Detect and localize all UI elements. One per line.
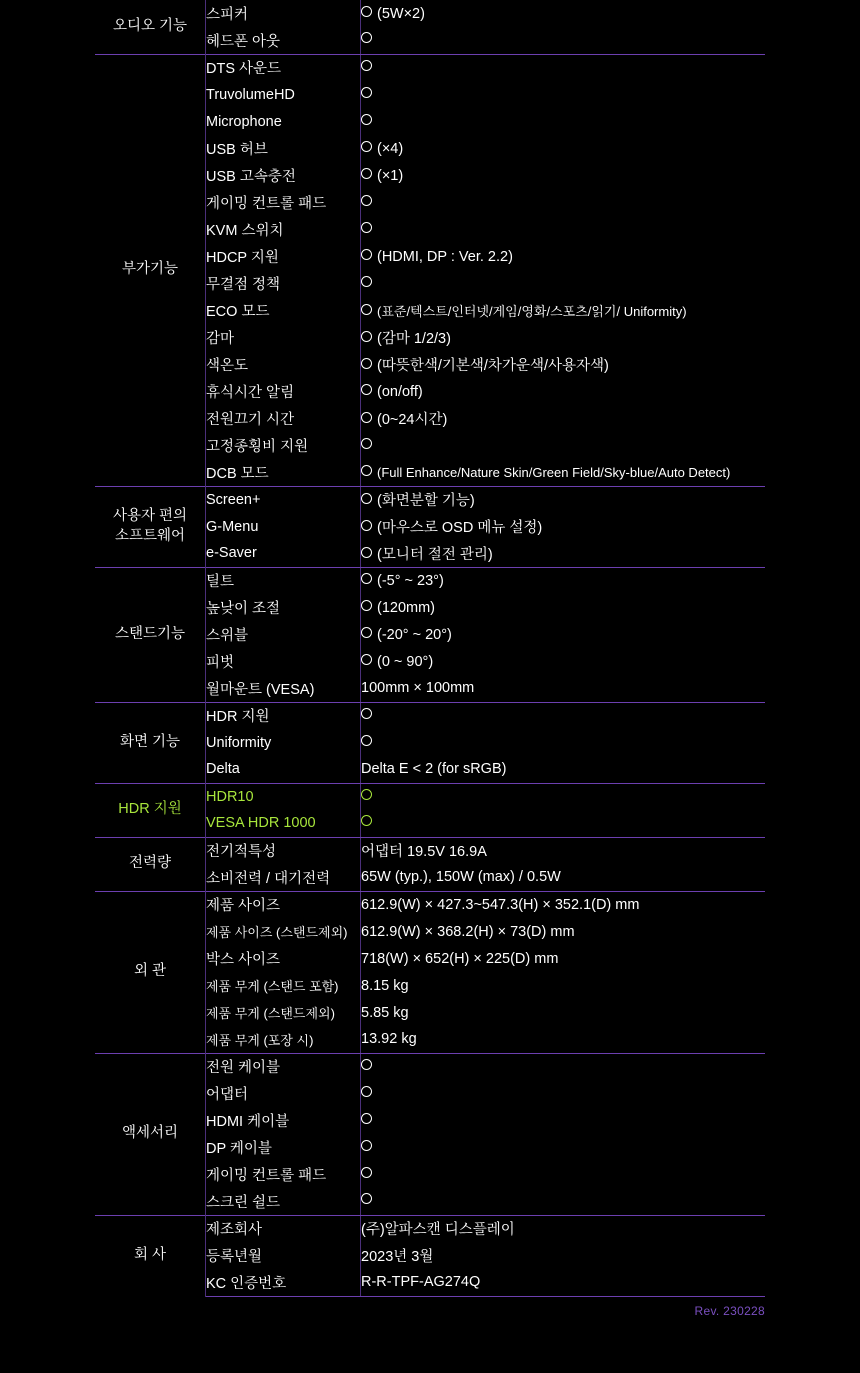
item-label: G-Menu	[206, 513, 361, 540]
table-row	[95, 486, 765, 513]
item-label: 헤드폰 아웃	[206, 27, 361, 54]
category-cell: 화면 기능	[95, 702, 206, 783]
supported-circle-icon	[361, 520, 372, 531]
value-text: (HDMI, DP : Ver. 2.2)	[377, 248, 513, 265]
value-text: 어댑터 19.5V 16.9A	[361, 844, 487, 861]
value-cell	[361, 567, 766, 594]
value-cell	[361, 27, 766, 54]
specification-table	[95, 0, 765, 1297]
value-cell	[361, 1107, 766, 1134]
value-text: (120mm)	[377, 599, 436, 616]
item-label: 월마운트 (VESA)	[206, 675, 361, 702]
item-label: DTS 사운드	[206, 54, 361, 81]
value-text: 13.92 kg	[361, 1031, 417, 1048]
value-cell	[361, 1188, 766, 1215]
table-row	[95, 567, 765, 594]
supported-circle-icon	[361, 222, 372, 233]
item-label: 감마	[206, 324, 361, 351]
supported-circle-icon	[361, 141, 372, 152]
item-label: 제품 사이즈 (스탠드제외)	[206, 918, 361, 945]
supported-circle-icon	[361, 1193, 372, 1204]
value-cell	[361, 837, 766, 864]
supported-circle-icon	[361, 412, 372, 423]
value-cell	[361, 621, 766, 648]
item-label: 박스 사이즈	[206, 945, 361, 972]
item-label: HDR 지원	[206, 702, 361, 729]
item-label: HDCP 지원	[206, 243, 361, 270]
supported-circle-icon	[361, 6, 372, 17]
value-text: (-5° ~ 23°)	[377, 572, 444, 589]
value-text: 612.9(W) × 368.2(H) × 73(D) mm	[361, 923, 575, 940]
value-cell	[361, 486, 766, 513]
value-text: (따뜻한색/기본색/차가운색/사용자색)	[377, 358, 609, 374]
value-cell	[361, 1080, 766, 1107]
supported-circle-icon	[361, 1140, 372, 1151]
value-text: (주)알파스캔 디스플레이	[361, 1222, 515, 1239]
value-text: (마우스로 OSD 메뉴 설정)	[377, 520, 543, 536]
supported-circle-icon	[361, 331, 372, 342]
item-label: 휴식시간 알림	[206, 378, 361, 405]
value-cell	[361, 540, 766, 567]
category-cell: 스탠드기능	[95, 567, 206, 702]
supported-circle-icon	[361, 276, 372, 287]
item-label: 제조회사	[206, 1215, 361, 1242]
value-text: (-20° ~ 20°)	[377, 626, 452, 643]
item-label: 제품 무게 (스탠드제외)	[206, 999, 361, 1026]
item-label: 색온도	[206, 351, 361, 378]
item-label: 스피커	[206, 0, 361, 27]
item-label: HDMI 케이블	[206, 1107, 361, 1134]
value-text: 5.85 kg	[361, 1004, 409, 1021]
value-cell	[361, 351, 766, 378]
value-cell	[361, 1269, 766, 1296]
supported-circle-icon	[361, 358, 372, 369]
value-text: (감마 1/2/3)	[377, 331, 451, 347]
value-cell	[361, 729, 766, 756]
table-row	[95, 1053, 765, 1080]
value-cell	[361, 864, 766, 891]
supported-circle-icon	[361, 815, 372, 826]
value-cell	[361, 594, 766, 621]
value-cell	[361, 405, 766, 432]
spec-table-body	[95, 0, 765, 1296]
table-row	[95, 891, 765, 918]
value-text: (0~24시간)	[377, 412, 448, 428]
category-cell: 액세서리	[95, 1053, 206, 1215]
supported-circle-icon	[361, 32, 372, 43]
category-cell: 사용자 편의 소프트웨어	[95, 486, 206, 567]
supported-circle-icon	[361, 493, 372, 504]
item-label: Delta	[206, 756, 361, 783]
table-row	[95, 1215, 765, 1242]
item-label: 고정종횡비 지원	[206, 432, 361, 459]
table-row	[95, 0, 765, 27]
value-cell	[361, 243, 766, 270]
category-cell: 전력량	[95, 837, 206, 891]
item-label: TruvolumeHD	[206, 81, 361, 108]
supported-circle-icon	[361, 249, 372, 260]
value-cell	[361, 0, 766, 27]
value-cell	[361, 189, 766, 216]
value-cell	[361, 162, 766, 189]
value-text: (화면분할 기능)	[377, 493, 475, 510]
item-label: ECO 모드	[206, 297, 361, 324]
supported-circle-icon	[361, 1086, 372, 1097]
value-text: (5W×2)	[377, 5, 425, 22]
value-text: 100mm × 100mm	[361, 680, 475, 697]
value-text: (0 ~ 90°)	[377, 653, 434, 670]
item-label: 등록년월	[206, 1242, 361, 1269]
item-label: Screen+	[206, 486, 361, 513]
supported-circle-icon	[361, 573, 372, 584]
value-text: 8.15 kg	[361, 977, 409, 994]
supported-circle-icon	[361, 1113, 372, 1124]
item-label: 제품 무게 (스탠드 포함)	[206, 972, 361, 999]
item-label: e-Saver	[206, 540, 361, 567]
value-text: (×1)	[377, 167, 404, 184]
supported-circle-icon	[361, 654, 372, 665]
value-cell	[361, 999, 766, 1026]
item-label: 스크린 쉴드	[206, 1188, 361, 1215]
value-cell	[361, 297, 766, 324]
category-cell: 회 사	[95, 1215, 206, 1296]
value-text: (표준/텍스트/인터넷/게임/영화/스포츠/읽기/ Uniformity)	[377, 304, 687, 319]
value-text: Delta E < 2 (for sRGB)	[361, 761, 507, 778]
item-label: Microphone	[206, 108, 361, 135]
value-cell	[361, 702, 766, 729]
supported-circle-icon	[361, 547, 372, 558]
item-label: 제품 무게 (포장 시)	[206, 1026, 361, 1053]
value-cell	[361, 891, 766, 918]
value-text: (Full Enhance/Nature Skin/Green Field/Sky-blue/Auto Detect)	[377, 464, 731, 480]
item-label: DP 케이블	[206, 1134, 361, 1161]
value-cell	[361, 378, 766, 405]
value-cell	[361, 972, 766, 999]
supported-circle-icon	[361, 465, 372, 476]
value-cell	[361, 270, 766, 297]
table-row	[95, 783, 765, 810]
value-text: (모니터 절전 관리)	[377, 546, 493, 563]
table-row	[95, 54, 765, 81]
item-label: 높낮이 조절	[206, 594, 361, 621]
category-cell: 오디오 기능	[95, 0, 206, 54]
value-text: R-R-TPF-AG274Q	[361, 1274, 481, 1291]
item-label: 소비전력 / 대기전력	[206, 864, 361, 891]
item-label: 게이밍 컨트롤 패드	[206, 189, 361, 216]
supported-circle-icon	[361, 195, 372, 206]
value-cell	[361, 810, 766, 837]
item-label: 무결점 정책	[206, 270, 361, 297]
value-cell	[361, 1026, 766, 1053]
item-label: KVM 스위치	[206, 216, 361, 243]
category-cell: 외 관	[95, 891, 206, 1053]
value-cell	[361, 81, 766, 108]
item-label: 전원 케이블	[206, 1053, 361, 1080]
supported-circle-icon	[361, 789, 372, 800]
item-label: 어댑터	[206, 1080, 361, 1107]
value-cell	[361, 432, 766, 459]
item-label: 전원끄기 시간	[206, 405, 361, 432]
item-label: USB 허브	[206, 135, 361, 162]
supported-circle-icon	[361, 627, 372, 638]
value-cell	[361, 1242, 766, 1269]
value-text: 612.9(W) × 427.3~547.3(H) × 352.1(D) mm	[361, 896, 640, 913]
supported-circle-icon	[361, 735, 372, 746]
value-cell	[361, 1215, 766, 1242]
value-text: 718(W) × 652(H) × 225(D) mm	[361, 950, 559, 967]
item-label: VESA HDR 1000	[206, 810, 361, 837]
table-row	[95, 837, 765, 864]
supported-circle-icon	[361, 1059, 372, 1070]
value-text: (×4)	[377, 140, 404, 157]
value-cell	[361, 783, 766, 810]
supported-circle-icon	[361, 708, 372, 719]
value-cell	[361, 459, 766, 486]
supported-circle-icon	[361, 438, 372, 449]
value-cell	[361, 1161, 766, 1188]
value-cell	[361, 1134, 766, 1161]
value-cell	[361, 945, 766, 972]
item-label: Uniformity	[206, 729, 361, 756]
supported-circle-icon	[361, 114, 372, 125]
item-label: HDR10	[206, 783, 361, 810]
item-label: USB 고속충전	[206, 162, 361, 189]
value-cell	[361, 675, 766, 702]
supported-circle-icon	[361, 60, 372, 71]
value-cell	[361, 135, 766, 162]
revision-label: Rev. 230228	[694, 1303, 765, 1318]
value-cell	[361, 756, 766, 783]
value-cell	[361, 648, 766, 675]
item-label: KC 인증번호	[206, 1269, 361, 1296]
category-cell: HDR 지원	[95, 783, 206, 837]
item-label: 피벗	[206, 648, 361, 675]
item-label: DCB 모드	[206, 459, 361, 486]
supported-circle-icon	[361, 1167, 372, 1178]
supported-circle-icon	[361, 384, 372, 395]
value-cell	[361, 918, 766, 945]
item-label: 게이밍 컨트롤 패드	[206, 1161, 361, 1188]
value-text: 65W (typ.), 150W (max) / 0.5W	[361, 869, 561, 886]
category-cell: 부가기능	[95, 54, 206, 486]
value-text: (on/off)	[377, 383, 423, 400]
value-cell	[361, 216, 766, 243]
item-label: 스위블	[206, 621, 361, 648]
value-cell	[361, 1053, 766, 1080]
supported-circle-icon	[361, 600, 372, 611]
value-text: 2023년 3월	[361, 1249, 434, 1265]
table-row	[95, 702, 765, 729]
item-label: 틸트	[206, 567, 361, 594]
item-label: 제품 사이즈	[206, 891, 361, 918]
supported-circle-icon	[361, 304, 372, 315]
item-label: 전기적특성	[206, 837, 361, 864]
value-cell	[361, 513, 766, 540]
value-cell	[361, 54, 766, 81]
value-cell	[361, 108, 766, 135]
supported-circle-icon	[361, 168, 372, 179]
value-cell	[361, 324, 766, 351]
supported-circle-icon	[361, 87, 372, 98]
